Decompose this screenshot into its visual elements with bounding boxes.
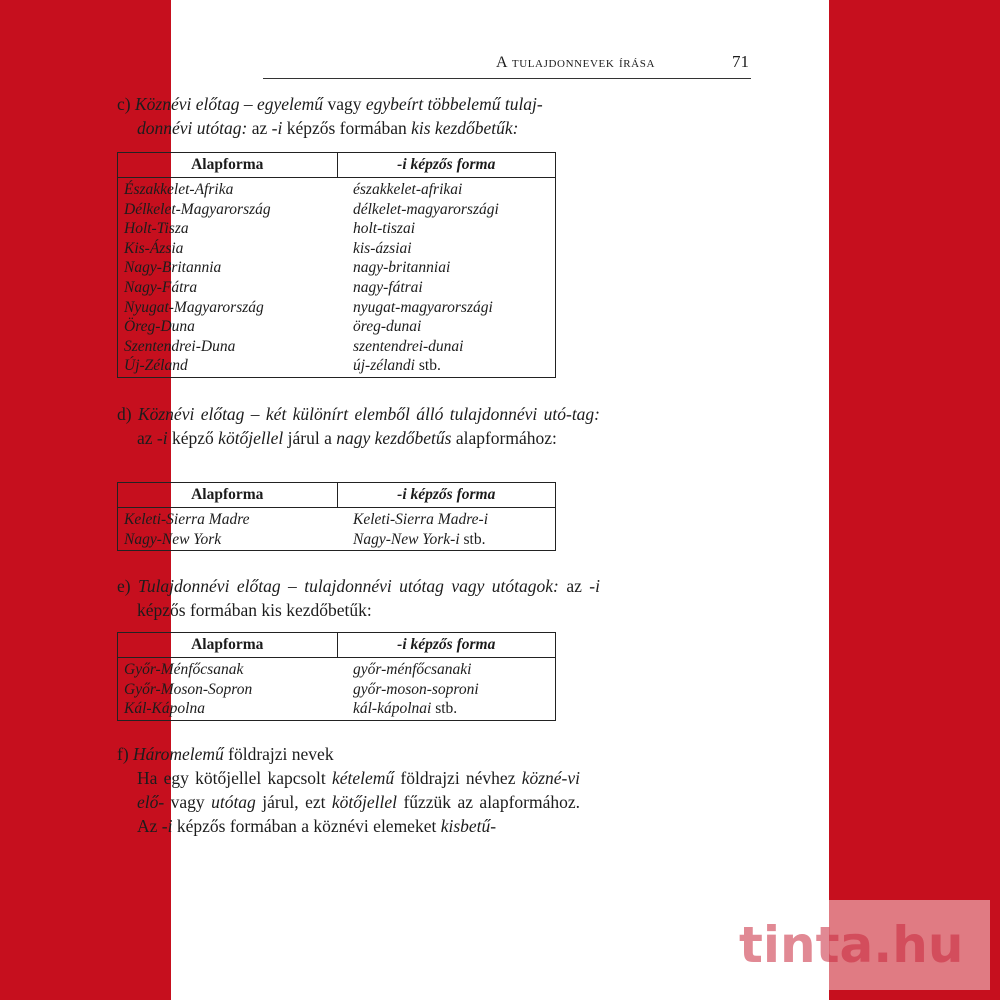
cell	[337, 699, 556, 720]
table-row	[118, 178, 556, 200]
watermark	[739, 900, 990, 990]
text-italic: -i	[589, 576, 600, 596]
section-f-text	[117, 742, 580, 838]
etc-text: stb.	[431, 700, 458, 718]
table-row	[118, 530, 556, 551]
cell: Nagy-Britannia	[118, 258, 338, 278]
column-header-kepzos-forma	[337, 153, 556, 178]
cell: kis-ázsiai	[337, 239, 556, 259]
table-row	[118, 508, 556, 530]
cell: szentendrei-dunai	[337, 337, 556, 357]
text-italic: kötőjellel	[218, 428, 284, 448]
text-italic: -i	[271, 118, 283, 138]
cell-text: Nagy-New York-i	[353, 530, 460, 548]
text: az	[137, 428, 157, 448]
cell: nagy-britanniai	[337, 258, 556, 278]
cell: győr-moson-soproni	[337, 680, 556, 700]
table-row	[118, 356, 556, 377]
text-italic: kisbetű-	[440, 816, 497, 836]
table-row	[118, 699, 556, 720]
text: földrajzi nevek	[223, 744, 334, 764]
etc-text: stb.	[459, 530, 486, 548]
text-italic: Tulajdonnévi előtag – tulajdonnévi utótag vagy utótagok:	[138, 576, 559, 596]
text-italic: Köznévi előtag – két különírt elemből álló tulajdonnévi utó-tag:	[137, 404, 601, 424]
column-header-alapforma: Alapforma	[118, 483, 338, 508]
cell: győr-ménfőcsanaki	[337, 658, 556, 680]
column-header-alapforma: Alapforma	[118, 633, 338, 658]
text-italic: kötőjellel	[331, 792, 398, 812]
section-e-text	[117, 574, 600, 622]
cell: öreg-dunai	[337, 317, 556, 337]
text-italic: -i	[161, 816, 173, 836]
cell: nagy-fátrai	[337, 278, 556, 298]
cell: Kis-Ázsia	[118, 239, 338, 259]
running-header	[263, 54, 751, 79]
cell: Kál-Kápolna	[118, 699, 338, 720]
text: Ha egy kötőjellel kapcsolt	[137, 768, 332, 788]
text: vagy	[323, 94, 366, 114]
header-text: -i képzős forma	[397, 486, 496, 503]
table-row	[118, 219, 556, 239]
text-italic: Háromelemű	[133, 744, 224, 764]
cell: Délkelet-Magyarország	[118, 200, 338, 220]
text: az	[558, 576, 590, 596]
section-label: d)	[117, 404, 132, 424]
table-row	[118, 239, 556, 259]
header-text: -i képzős forma	[397, 636, 496, 653]
table-d	[117, 482, 556, 551]
cell: Új-Zéland	[118, 356, 338, 377]
section-label: c)	[117, 94, 131, 114]
cell	[337, 530, 556, 551]
table-row	[118, 317, 556, 337]
cell: Nyugat-Magyarország	[118, 298, 338, 318]
text: képző	[167, 428, 219, 448]
cell: Szentendrei-Duna	[118, 337, 338, 357]
text: képzős formában a köznévi elemeket	[172, 816, 441, 836]
text-italic: kételemű	[332, 768, 395, 788]
cell: Északkelet-Afrika	[118, 178, 338, 200]
text: járul, ezt	[255, 792, 332, 812]
section-c-text	[117, 92, 600, 140]
text-italic: nagy kezdőbetűs	[336, 428, 452, 448]
running-title: A tulajdonnevek írása	[496, 54, 655, 71]
cell: Győr-Moson-Sopron	[118, 680, 338, 700]
page-number: 71	[732, 52, 749, 71]
cell	[337, 356, 556, 377]
text-italic: donnévi utótag:	[137, 118, 248, 138]
section-d-text	[117, 402, 600, 450]
text-italic: kis kezdőbetűk:	[411, 118, 519, 138]
cell: Öreg-Duna	[118, 317, 338, 337]
column-header-kepzos-forma	[337, 483, 556, 508]
text-italic: Köznévi előtag – egyelemű	[134, 94, 324, 114]
cell: délkelet-magyarországi	[337, 200, 556, 220]
table-e	[117, 632, 556, 721]
section-label: e)	[117, 576, 131, 596]
section-label: f)	[117, 744, 129, 764]
table-c	[117, 152, 556, 378]
table-row	[118, 258, 556, 278]
column-header-alapforma: Alapforma	[118, 153, 338, 178]
table-row	[118, 658, 556, 680]
table-row	[118, 680, 556, 700]
cell-text: új-zélandi	[353, 357, 415, 375]
cell: nyugat-magyarországi	[337, 298, 556, 318]
table-row	[118, 298, 556, 318]
etc-text: stb.	[415, 357, 441, 375]
text: vagy	[164, 792, 212, 812]
cell: Keleti-Sierra Madre-i	[337, 508, 556, 530]
cell: északkelet-afrikai	[337, 178, 556, 200]
column-header-kepzos-forma	[337, 633, 556, 658]
cell: Holt-Tisza	[118, 219, 338, 239]
text-italic: egybeírt többelemű tulaj-	[365, 94, 543, 114]
text-italic: utótag	[211, 792, 256, 812]
text: földrajzi névhez	[394, 768, 522, 788]
cell: Győr-Ménfőcsanak	[118, 658, 338, 680]
cell: holt-tiszai	[337, 219, 556, 239]
header-text: -i képzős forma	[397, 156, 496, 173]
text: járul a	[283, 428, 337, 448]
table-row	[118, 278, 556, 298]
table-row	[118, 200, 556, 220]
cell: Nagy-New York	[118, 530, 338, 551]
cell: Keleti-Sierra Madre	[118, 508, 338, 530]
text-italic: közné-vi elő-	[137, 768, 581, 812]
text: fűzzük az alapformához. Az	[137, 792, 580, 836]
text: alapformához:	[451, 428, 557, 448]
cell-text: kál-kápolnai	[353, 700, 432, 718]
text: képzős formában kis kezdőbetűk:	[137, 600, 372, 620]
cell: Nagy-Fátra	[118, 278, 338, 298]
watermark-text: tinta.hu	[739, 916, 964, 974]
text-italic: -i	[156, 428, 168, 448]
text: az	[247, 118, 272, 138]
text: képzős formában	[282, 118, 412, 138]
table-row	[118, 337, 556, 357]
